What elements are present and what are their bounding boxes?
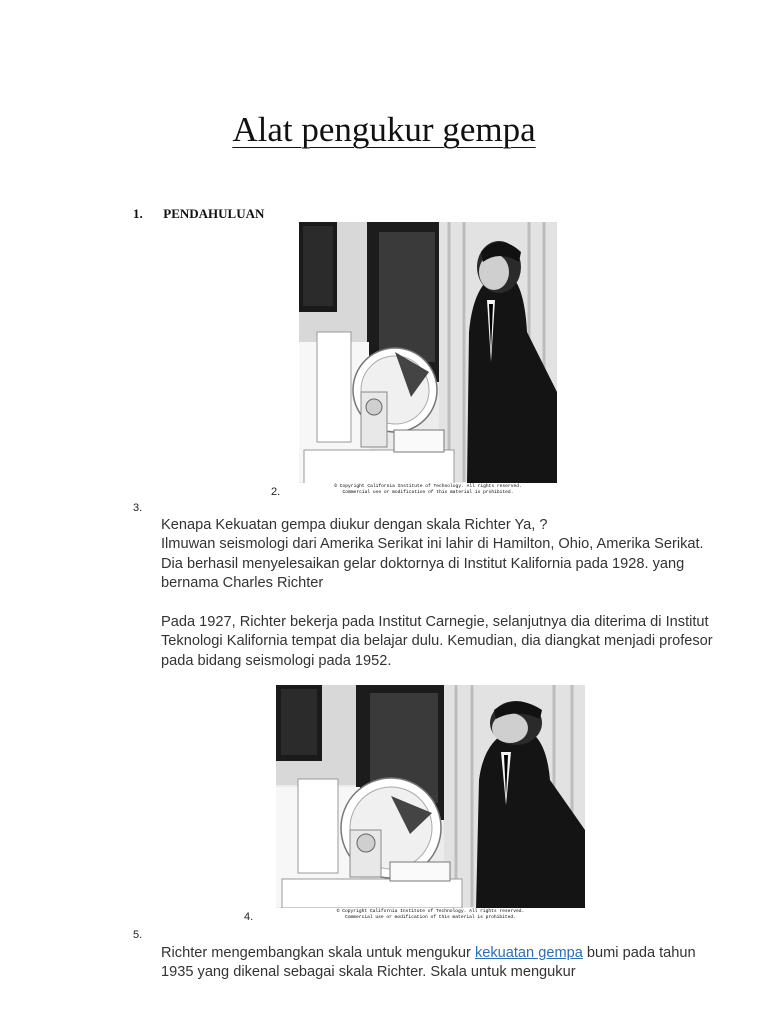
paragraph-2-text: Pada 1927, Richter bekerja pada Institut Carnegie, selanjutnya dia diterima di Institut Teknologi Kalifornia tempat dia belajar dulu. Kemudian, dia diangkat menjadi profesor pada bidang seismologi pada 1952. (161, 614, 713, 669)
paragraph-1-line-1: Kenapa Kekuatan gempa diukur dengan skala Richter Ya, ? (161, 517, 548, 533)
richter-seismograph-photo-2 (276, 685, 585, 923)
paragraph-3 (161, 944, 721, 983)
document-title: Alat pengukur gempa (232, 110, 536, 149)
list-marker-5: 5. (133, 929, 143, 941)
section-heading (133, 206, 264, 222)
kekuatan-gempa-link[interactable]: kekuatan gempa (474, 945, 583, 961)
paragraph-3-text (161, 944, 721, 983)
paragraph-2 (161, 613, 721, 671)
paragraph-1-line-2: Ilmuwan seismologi dari Amerika Serikat ini lahir di Hamilton, Ohio, Amerika Serikat. Dia berhasil menyelesaikan gelar doktornya di Institut Kalifornia pada 1928. yang bernama Charles Richter (161, 536, 704, 591)
section-number: 1. (133, 206, 143, 221)
caption-line-2: Commercial use or modification of this material is prohibited. (342, 489, 514, 495)
caption-2-line-1: © Copyright California Institute of Technology. All rights reserved. (336, 909, 525, 914)
section-label: PENDAHULUAN (163, 206, 265, 221)
photo-illustration-2 (276, 685, 585, 923)
photo-caption (299, 483, 557, 498)
list-marker-2: 2. (271, 486, 281, 498)
list-marker-4: 4. (244, 911, 254, 923)
photo-caption-2 (276, 908, 585, 923)
paragraph-3-after-link: bumi pada tahun 1935 yang dikenal sebagai skala Richter. Skala untuk mengukur (161, 945, 696, 981)
paragraph-3-before-link: Richter mengembangkan skala untuk mengukur (161, 945, 475, 961)
paragraph-1 (161, 516, 721, 593)
photo-illustration (299, 222, 557, 498)
list-marker-3: 3. (133, 502, 143, 514)
richter-seismograph-photo (299, 222, 557, 498)
caption-2-line-2: Commercial use or modification of this material is prohibited. (345, 914, 516, 920)
caption-line-1: © Copyright California Institute of Technology. All rights reserved. (334, 484, 522, 489)
